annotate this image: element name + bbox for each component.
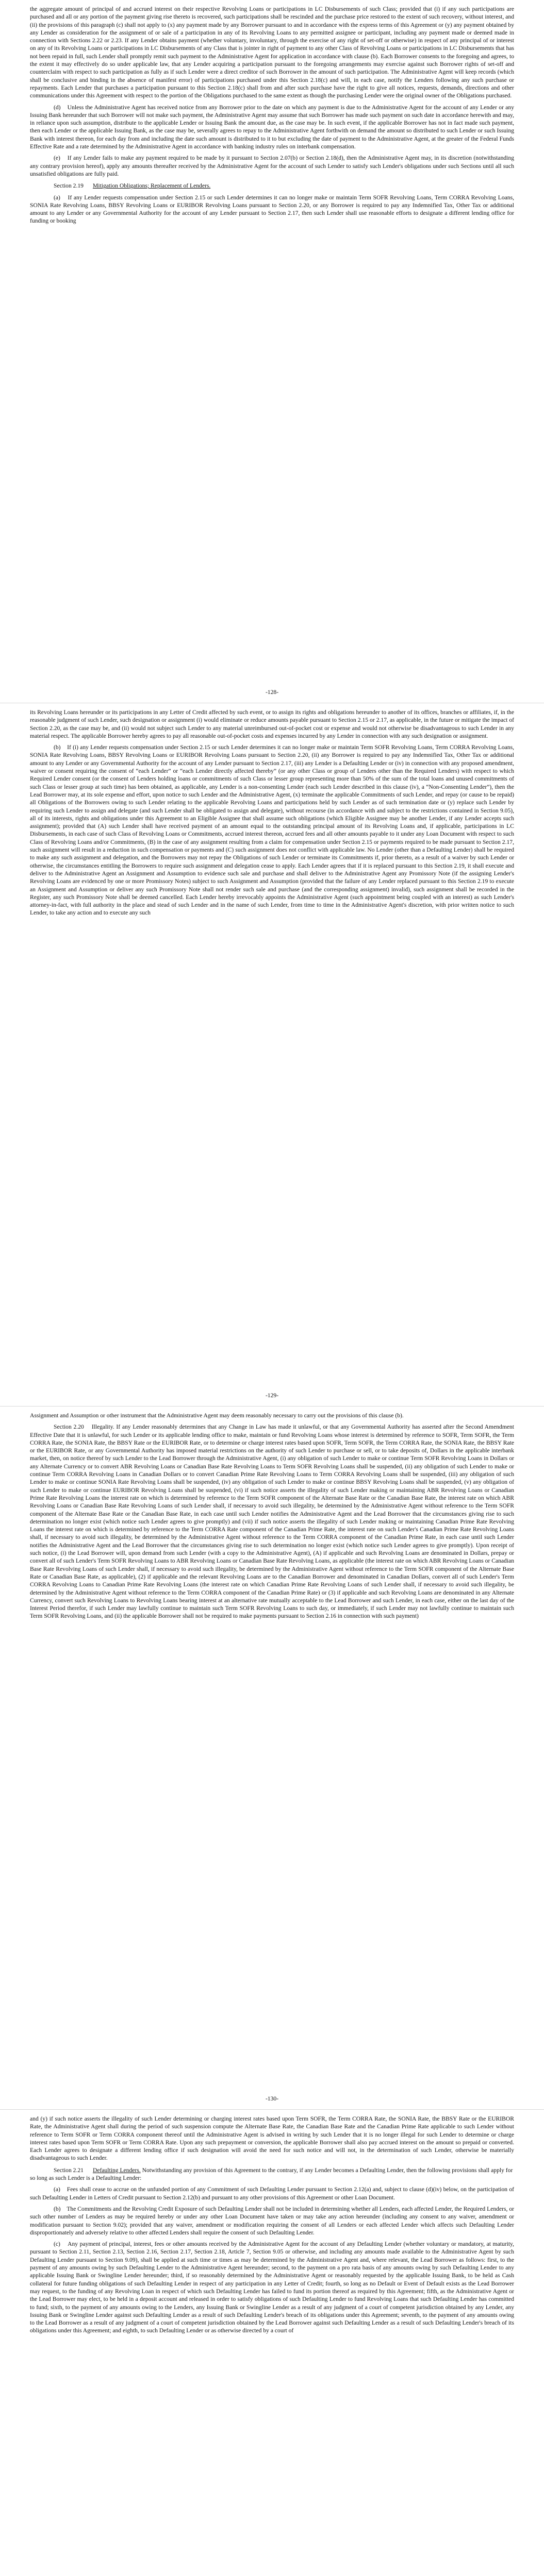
page-number: -128- — [265, 689, 279, 696]
paragraph-e: (e) If any Lender fails to make any payment required to be made by it pursuant to Section 2.07(b) or Section 2.18(d), then the Administrative Agent may, in its discretion (notwithstanding any contrary provision hereof), apply any amounts thereafter received by the Administrative Agent for the account of such Lender to satisfy such Lender's obligations under such Sections until all such unsatisfied obligations are fully paid. — [30, 155, 514, 177]
paragraph: Assignment and Assumption or other instrument that the Administrative Agent may deem reasonably necessary to carry out the provisions of this clause (b). — [30, 1412, 404, 1419]
section-number: Section 2.21 — [54, 2166, 84, 2174]
page-number: -130- — [265, 2095, 279, 2102]
paragraph-d: (d) Unless the Administrative Agent has received notice from any Borrower prior to the date on which any payment is due to the Administrative Agent for the account of any Lender or any Issuing Bank hereunder that such Borrower will not make such payment, the Administrative Agent may assume that such Borrower has made such payment on such date in accordance herewith and may, in reliance upon such assumption, distribute to the applicable Lender or Issuing Bank the amount due, as the case may be. In such event, if the applicable Borrower has not in fact made such payment, then each Lender or the applicable Issuing Bank, as the case may be, severally agrees to repay to the Administrative Agent forthwith on demand the amount so distributed to such Lender or such Issuing Bank with interest thereon, for each day from and including the date such amount is distributed to it to but excluding the date of payment to the Administrative Agent, at the greater of the Federal Funds Effective Rate and a rate determined by the Administrative Agent in accordance with banking industry rules on interbank compensation. — [30, 104, 514, 150]
paragraph-c: (c) Any payment of principal, interest, fees or other amounts received by the Administrative Agent for the account of any Defaulting Lender (whether voluntary or mandatory, at maturity, pursuant to Section 2.11, Section 2.13, Section 2.16, Section 2.17, Section 2.18, Article 7, Section 9.05 or otherwise, and including any amounts made available to the Administrative Agent by such Defaulting Lender pursuant to Section 9.09), shall be applied at such time or times as may be determined by the Administrative Agent and, where relevant, the Lead Borrower as follows: first, to the payment of any amounts owing by such Defaulting Lender to the Administrative Agent hereunder; second, to the payment on a pro rata basis of any amounts owing by such Defaulting Lender to any applicable Issuing Bank or Swingline Lender hereunder; third, if so reasonably determined by the Administrative Agent or reasonably requested by the applicable Issuing Bank, to be held as Cash collateral for future funding obligations of such Defaulting Lender in respect of any participation in any Letter of Credit; fourth, so long as no Default or Event of Default exists as the Lead Borrower may request, to the funding of any Revolving Loan in respect of which such Defaulting Lender has failed to fund its portion thereof as required by this Agreement; fifth, as the Administrative Agent or the Lead Borrower may elect, to be held in a deposit account and released in order to satisfy obligations of such Defaulting Lender to fund Revolving Loans that such Defaulting Lender has committed to fund; sixth, to the payment of any amounts owing to the Lenders, any Issuing Bank or Swingline Lender as a result of any judgment of a court of competent jurisdiction obtained by any Lender, any Issuing Bank or Swingline Lender against such Defaulting Lender as a result of such Defaulting Lender's breach of its obligations under this Agreement; seventh, to the payment of any amounts owing to the Lead Borrower as a result of any judgment of a court of competent jurisdiction obtained by the Lead Borrower against such Defaulting Lender as a result of such Defaulting Lender's breach of its obligations under this Agreement; and eighth, to such Defaulting Lender or as otherwise directed by a court of — [30, 2241, 514, 2334]
paragraph-b: (b) The Commitments and the Revolving Credit Exposure of such Defaulting Lender shall not be included in determining whether all Lenders, each affected Lender, the Required Lenders, or such other number of Lenders as may be required hereby or under any other Loan Document have taken or may take any action hereunder (including any consent to any waiver, amendment or modification pursuant to Section 9.02); provided that any waiver, amendment or modification requiring the consent of all Lenders or each affected Lender which affects such Defaulting Lender disproportionately and adversely relative to other affected Lenders shall require the consent of such Defaulting Lender. — [30, 2205, 514, 2236]
page-number: -129- — [265, 1392, 279, 1399]
paragraph-a: (a) Fees shall cease to accrue on the unfunded portion of any Commitment of such Defaulting Lender pursuant to Section 2.12(a) and, subject to clause (d)(iv) below, on the participation of such Defaulting Lender in Letters of Credit pursuant to Section 2.12(b) and pursuant to any other provisions of this Agreement or other Loan Document. — [30, 2186, 514, 2201]
section-title: Mitigation Obligations; Replacement of Lenders. — [92, 182, 211, 190]
paragraph-a: (a) If any Lender requests compensation under Section 2.15 or such Lender determines it can no longer make or maintain Term SOFR Revolving Loans, Term CORRA Revolving Loans, SONIA Rate Revolving Loans, BBSY Revolving Loans or EURIBOR Revolving Loans pursuant to Section 2.20, or any Borrower is required to pay any Indemnified Tax, Other Tax or additional amount to any Lender or any Governmental Authority for the account of any Lender pursuant to Section 2.17, then such Lender shall use reasonable efforts to designate a different lending office for funding or booking — [30, 194, 514, 225]
section-title: Defaulting Lenders. — [92, 2166, 141, 2174]
section-number: Section 2.19 — [54, 182, 84, 190]
page-130 — [0, 1406, 544, 2110]
paragraph: the aggregate amount of principal of and accrued interest on their respective Revolving Loans or participations in LC Disbursements of such Class; provided that (i) if any such participations are purchased and all or any portion of the payment giving rise thereto is recovered, such participations shall be rescinded and the purchase price restored to the extent of such recovery, without interest, and (ii) the provisions of this paragraph (c) shall not apply to (x) any payment made by any Borrower pursuant to and in accordance with the express terms of this Agreement or (y) any payment obtained by any Lender as consideration for the assignment of or sale of a participation in any of its Revolving Loans to any permitted assignee or participant, including any payment made or deemed made in connection with Sections 2.22 or 2.23. If any Lender obtains payment (whether voluntary, involuntary, through the exercise of any right of set-off or otherwise) in respect of any principal of or interest on any of its Revolving Loans or participations in LC Disbursements of any Class that is jointer in right of payment to any other Class of Revolving Loans or participations in LC Disbursements that has not been repaid in full, such Lender shall promptly remit such payment to the Administrative Agent for application in accordance with clause (b). Each Borrower consents to the foregoing and agrees, to the extent it may effectively do so under applicable law, that any Lender acquiring a participation pursuant to the foregoing arrangements may exercise against such Borrower rights of set-off and counterclaim with respect to such participation as fully as if such Lender were a direct creditor of such Borrower in the amount of such participation. The Administrative Agent will keep records (which shall be conclusive and binding in the absence of manifest error) of participations purchased under this Section 2.18(c) and will, in each case, notify the Lenders following any such purchase or repayments. Each Lender that purchases a participation pursuant to this Section 2.18(c) shall from and after such purchase have the right to give all notices, requests, demands, directions and other communications under this Agreement with respect to the portion of the Obligations purchased to the same extent as though the purchasing Lender were the original owner of the Obligations purchased. — [30, 6, 514, 99]
paragraph: its Revolving Loans hereunder or its participations in any Letter of Credit affected by such event, or to assign its rights and obligations hereunder to another of its offices, branches or affiliates, if, in the reasonable judgment of such Lender, such designation or assignment (i) would eliminate or reduce amounts payable pursuant to Section 2.15 or 2.17, as applicable, in the future or mitigate the impact of Section 2.20, as the case may be, and (ii) would not subject such Lender to any material unreimbursed out-of-pocket cost or expense and would not otherwise be disadvantageous to such Lender in any material respect. The applicable Borrower hereby agrees to pay all reasonable out-of-pocket costs and expenses incurred by any Lender in connection with any such designation or assignment. — [30, 709, 514, 739]
section-2-20-illegality: Section 2.20 Illegality. If any Lender reasonably determines that any Change in Law has made it unlawful, or that any Governmental Authority has asserted after the Second Amendment Effective Date that it is unlawful, for such Lender or its applicable lending office to make, maintain or fund Revolving Loans whose interest is determined by reference to SOFR, Term SOFR, the Term CORRA Rate, the SONIA Rate, the BBSY Rate or the EURIBOR Rate, or to determine or charge interest rates based upon SOFR, Term SOFR, the Term CORRA Rate, the SONIA Rate, the BBSY Rate or the EURIBOR Rate, or any Governmental Authority has imposed material restrictions on the authority of such Lender to purchase or sell, or to take deposits of, Dollars in the applicable interbank market, then, on notice thereof by such Lender to the Lead Borrower through the Administrative Agent, (i) any obligation of such Lender to make or continue Term SOFR Revolving Loans in Dollars or any Alternate Currency or to convert ABR Revolving Loans or Canadian Base Rate Revolving Loans to Term SOFR Revolving Loans shall be suspended, (ii) any obligation of such Lender to make or continue Term CORRA Revolving Loans in Canadian Dollars or to convert Canadian Prime Rate Revolving Loans to Term CORRA Revolving Loans shall be suspended, (iii) any obligation of such Lender to make or continue SONIA Rate Revolving Loans shall be suspended, (iv) any obligation of such Lender to make or continue BBSY Revolving Loans shall be suspended, (v) any obligation of such Lender to make or continue EURIBOR Revolving Loans shall be suspended, (vi) if such notice asserts the illegality of such Lender making or maintaining ABR Revolving Loans or Canadian Prime Rate Revolving Loans the interest rate on which is determined by reference to the Term SOFR component of the Alternate Base Rate or the Canadian Base Rate, the interest rate on which ABR Revolving Loans or Canadian Base Rate Revolving Loans of such Lender shall, if necessary to avoid such illegality, be determined by the Administrative Agent without reference to the Term SOFR component of the Alternate Base Rate or the Canadian Base Rate, in each case until such Lender notifies the Administrative Agent and the Lead Borrower that the circumstances giving rise to such determination no longer exist (which notice such Lender agrees to give promptly) and (vii) if such notice asserts the illegality of such Lender making or maintaining Canadian Prime Rate Revolving Loans the interest rate on which is determined by reference to the Term CORRA Rate component of the Canadian Prime Rate, the interest rate on such Lender's Canadian Prime Rate Revolving Loans shall, if necessary to avoid such illegality, be determined by the Administrative Agent without reference to the Term CORRA component of the Canadian Prime Rate, in each case until such Lender notifies the Administrative Agent and the Lead Borrower that the circumstances giving rise to such determination no longer exist (which notice such Lender agrees to give promptly). Upon receipt of such notice, (i) the Lead Borrower will, upon demand from such Lender (with a copy to the Administrative Agent), (A) if applicable and such Revolving Loans are denominated in Dollars, prepay or convert all of such Lender's Term SOFR Revolving Loans to ABR Revolving Loans or Canadian Base Rate Revolving Loans, as applicable (the interest rate on which ABR Revolving Loans or Canadian Base Rate Revolving Loans of such Lender shall, if necessary to avoid such illegality, be determined by the Administrative Agent without reference to the Term SOFR component of the Alternate Base Rate or Canadian Base Rate, as applicable), (2) if applicable and the relevant Revolving Loans are to the Canadian Borrower and denominated in Canadian Dollars, convert all of such Lender's Term CORRA Revolving Loans to Canadian Prime Rate Revolving Loans (the interest rate on which Canadian Prime Rate Revolving Loans of such Lender shall, if necessary to avoid such illegality, be determined by the Administrative Agent without reference to the Term CORRA component of the Canadian Prime Rate) or (3) if applicable and such Revolving Loans are denominated in any Alternate Currency, convert such Revolving Loans to Revolving Loans bearing interest at an alternative rate mutually acceptable to the Lead Borrower and such Lender, in each case, either on the last day of the Interest Period therefor, if such Lender may lawfully continue to maintain such Term SOFR Revolving Loans to such day, or immediately, if such Lender may not lawfully continue to maintain such Term SOFR Revolving Loans, and (ii) the applicable Borrower shall not be required to make payments pursuant to Section 2.16 in connection with such payment) — [30, 1423, 515, 1620]
section-heading-2-19 — [30, 182, 514, 190]
paragraph-b: (b) If (i) any Lender requests compensation under Section 2.15 or such Lender determines it can no longer make or maintain Term SOFR Revolving Loans, Term CORRA Revolving Loans, SONIA Rate Revolving Loans, BBSY Revolving Loans or EURIBOR Revolving Loans pursuant to Section 2.20, (ii) any Borrower is required to pay any Indemnified Tax, Other Tax or additional amount to any Lender or any Governmental Authority for the account of any Lender pursuant to Section 2.17, (iii) any Lender is a Defaulting Lender or (iv) in connection with any proposed amendment, waiver or consent requiring the consent of “each Lender” or “each Lender directly affected thereby” (or any other Class or group of Lenders other than the Required Lenders) with respect to which Required Lender consent (or the consent of Lenders holding loans or commitments of such Class or lesser group representing more than 50% of the sum of the total loans and unused commitments of such Class or lesser group at such time) has been obtained, as applicable, any Lender is a non-consenting Lender (each such Lender described in this clause (iv), a “Non-Consenting Lender”), then the Lead Borrower may, at its sole expense and effort, upon notice to such Lender and the Administrative Agent, (x) terminate the applicable Commitments of such Lender, and repay (or cause to be repaid) all Obligations of the Borrowers owing to such Lender relating to the applicable Revolving Loans and participations held by such Lender as of such termination date or (y) replace such Lender by requiring such Lender to assign and delegate (and such Lender shall be obligated to assign and delegate), without recourse (in accordance with and subject to the restrictions contained in Section 9.05), all of its interests, rights and obligations under this Agreement to an Eligible Assignee that shall assume such obligations (which Eligible Assignee may be another Lender, if any Lender accepts such assignment); provided that (A) such Lender shall have received payment of an amount equal to the outstanding principal amount of its Revolving Loans and, if applicable, participations in LC Disbursements, in each case of such Class of Revolving Loans or Commitments, accrued interest thereon, accrued fees and all other amounts payable to it under any Loan Document with respect to such Class of Revolving Loans and/or Commitments, (B) in the case of any assignment resulting from a claim for compensation under Section 2.15 or payments required to be made pursuant to Section 2.17, such assignment will result in a reduction in such compensation or payments and (C) such assignment does not conflict with applicable law. No Lender (other than a Defaulting Lender) shall be required to make any such assignment and delegation, and the Borrowers may not repay the Obligations of such Lender or terminate its Commitments if, prior thereto, as a result of a waiver by such Lender or otherwise, the circumstances entitling the Borrowers to require such assignment and delegation cease to apply. Each Lender agrees that if it is replaced pursuant to this Section 2.19, it shall execute and deliver to the Administrative Agent an Assignment and Assumption to evidence such sale and purchase and shall deliver to the Administrative Agent any Promissory Note (if the assigning Lender's Revolving Loans are evidenced by one or more Promissory Notes) subject to such Assignment and Assumption (provided that the failure of any Lender replaced pursuant to this Section 2.19 to execute an Assignment and Assumption or deliver any such Promissory Note shall not render such sale and purchase (and the corresponding assignment) invalid), such assignment shall be recorded in the Register, any such Promissory Note shall be deemed cancelled. Each Lender hereby irrevocably appoints the Administrative Agent (such appointment being coupled with an interest) as such Lender's attorney-in-fact, with full authority in the place and stead of such Lender and in the name of such Lender, from time to time in the Administrative Agent's discretion, with prior written notice to such Lender, to take any action and to execute any such — [30, 744, 514, 917]
paragraph: and (y) if such notice asserts the illegality of such Lender determining or charging interest rates based upon Term SOFR, the Term CORRA Rate, the SONIA Rate, the BBSY Rate or the EURIBOR Rate, the Administrative Agent shall during the period of such suspension compute the Alternate Base Rate, the Canadian Base Rate and the Canadian Prime Rate applicable to such Lender without reference to Term SOFR or Term CORRA component thereof until the Administrative Agent is advised in writing by such Lender that it is no longer illegal for such Lender to determine or charge interest rates based upon Term SOFR or Term CORRA Rate. Upon any such prepayment or conversion, the applicable Borrower shall also pay accrued interest on the amount so prepaid or converted. Each Lender agrees to designate a different lending office if such designation will avoid the need for such notice and will not, in the determination of such Lender, otherwise be materially disadvantageous to such Lender. — [30, 2115, 514, 2162]
section-intro: Notwithstanding any provision of this Agreement to the contrary, if any Lender becomes a Defaulting Lender, then the following provisions shall apply for so long as such Lender is a Defaulting Lender: — [30, 2166, 513, 2182]
section-heading-2-21 — [30, 2166, 514, 2182]
page-131 — [0, 2110, 544, 2576]
page-128 — [0, 0, 544, 703]
page-129 — [0, 703, 544, 1406]
